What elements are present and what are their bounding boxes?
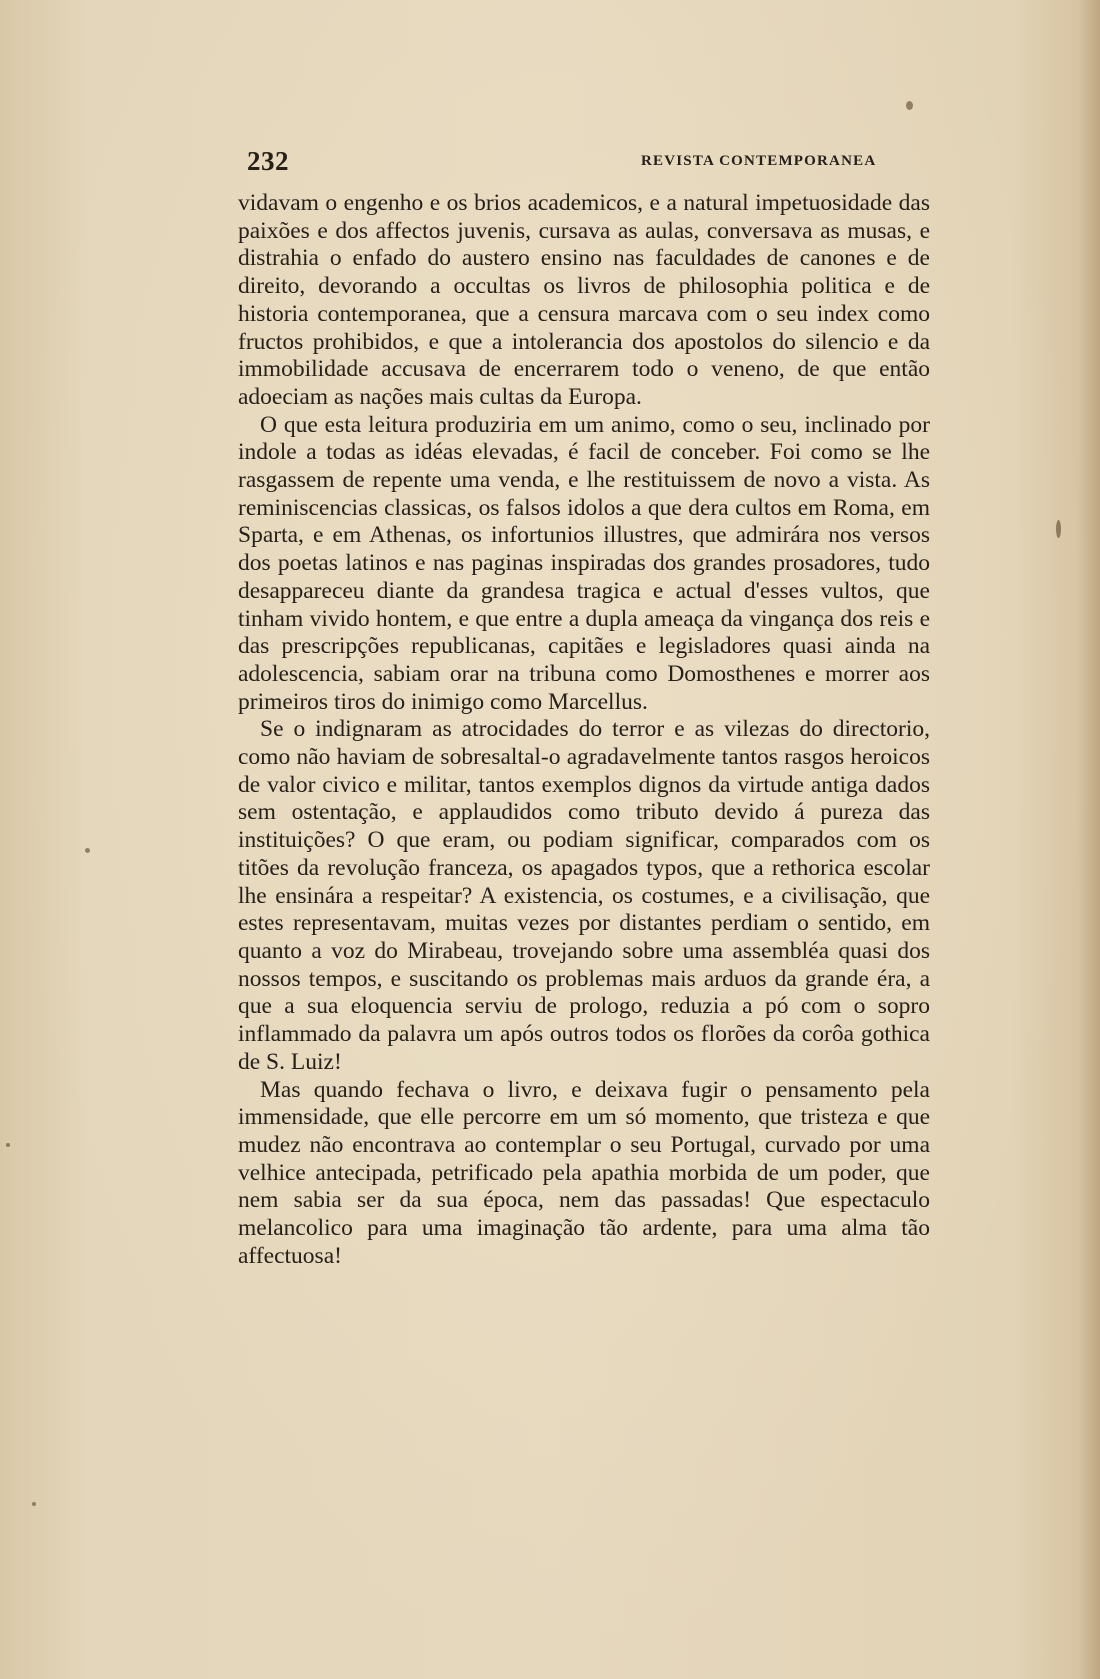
paragraph: O que esta leitura produziria em um animo, como o seu, inclinado por indole a todas as idéas elevadas, é facil de conceber. Foi como se lhe rasgassem de repente uma venda, e lhe restituissem de novo a vista. As reminiscencias classicas, os falsos idolos a que dera cultos em Roma, em Sparta, e em Athenas, os infortunios illustres, que admirára nos versos dos poetas latinos e nas paginas inspiradas dos grandes prosadores, tudo desappareceu diante da grandesa tragica e actual d'esses vultos, que tinham vivido hontem, e que entre a dupla ameaça da vingança dos reis e das prescripções republicanas, capitães e legisladores quasi ainda na adolescencia, sabiam orar na tribuna como Domosthenes e morrer aos primeiros tiros do inimigo como Marcellus. bbox=[238, 411, 930, 715]
ink-spot bbox=[85, 848, 90, 853]
article-body bbox=[238, 190, 930, 1270]
ink-spot bbox=[1056, 520, 1061, 538]
paragraph: Mas quando fechava o livro, e deixava fugir o pensamento pela immensidade, que elle percorre em um só momento, que tristeza e que mudez não encontrava ao contemplar o seu Portugal, curvado por uma velhice antecipada, petrificado pela apathia morbida de um poder, que nem sabia ser da sua época, nem das passadas! Que espectaculo melancolico para uma imaginação tão ardente, para uma alma tão affectuosa! bbox=[238, 1076, 930, 1269]
paragraph: Se o indignaram as atrocidades do terror e as vilezas do directorio, como não haviam de sobresaltal-o agradavelmente tantos rasgos heroicos de valor civico e militar, tantos exemplos dignos da virtude antiga dados sem ostentação, e applaudidos como tributo devido á pureza das instituições? O que eram, ou podiam significar, comparados com os titões da revolução franceza, os apagados typos, que a rethorica escolar lhe ensinára a respeitar? A existencia, os costumes, e a civilisação, que estes representavam, muitas vezes por distantes perdiam o sentido, em quanto a voz do Mirabeau, trovejando sobre uma assembléa quasi dos nossos tempos, e suscitando os problemas mais arduos da grande éra, a que a sua eloquencia serviu de prologo, reduzia a pó com o sopro inflammado da palavra um após outros todos os florões da corôa gothica de S. Luiz! bbox=[238, 716, 930, 1075]
ink-spot bbox=[32, 1502, 36, 1506]
ink-spot bbox=[6, 1143, 10, 1147]
page-edge-shadow bbox=[1078, 0, 1100, 1679]
running-head-text: REVISTA CONTEMPORANEA bbox=[641, 153, 877, 169]
ink-spot bbox=[906, 101, 913, 110]
page-header bbox=[247, 146, 922, 176]
page-number: 232 bbox=[247, 146, 289, 176]
running-head bbox=[247, 153, 922, 170]
paragraph: vidavam o engenho e os brios academicos, e a natural impetuosidade das paixões e dos affectos juvenis, cursava as aulas, conversava as musas, e distrahia o enfado do austero ensino nas faculdades de canones e de direito, devorando a occultas os livros de philosophia politica e de historia contemporanea, que a censura marcava com o seu index como fructos prohibidos, e que a intolerancia dos apostolos do silencio e da immobilidade accusava de encerrarem todo o veneno, de que então adoeciam as nações mais cultas da Europa. bbox=[238, 190, 930, 410]
